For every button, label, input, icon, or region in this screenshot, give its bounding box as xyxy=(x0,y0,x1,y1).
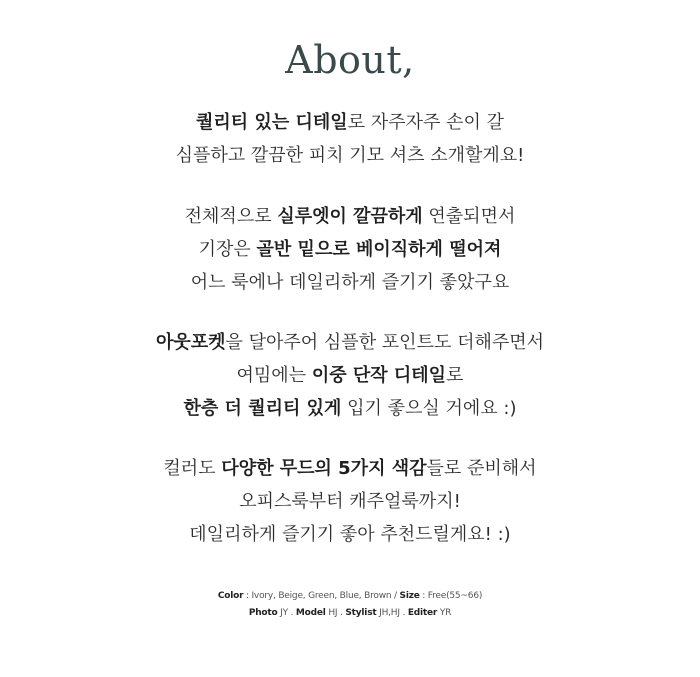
text: 로 자주자주 손이 갈 xyxy=(347,112,504,133)
text: 심플하고 깔끔한 피치 기모 셔츠 소개할게요! xyxy=(175,145,525,166)
text-line xyxy=(0,359,700,392)
text: 전체적으로 xyxy=(184,206,278,227)
paragraph-colors xyxy=(0,452,700,551)
text: 컬러도 xyxy=(163,458,222,479)
text: 오피스룩부터 캐주얼룩까지! xyxy=(239,491,461,512)
text-line xyxy=(0,326,700,359)
text: 어느 룩에나 데일리하게 즐기기 좋았구요 xyxy=(190,272,510,293)
meta-label: Color xyxy=(217,591,244,601)
meta-label: Model xyxy=(295,608,326,618)
bold-text: 이중 단작 디테일 xyxy=(311,365,447,386)
text: 로 xyxy=(446,365,464,386)
meta-credits xyxy=(0,608,700,618)
meta-color-size xyxy=(0,591,700,601)
meta-value: JY . xyxy=(277,608,296,618)
bold-text: 실루엣이 깔끔하게 xyxy=(277,206,423,227)
text: 기장은 xyxy=(198,239,257,260)
text-line xyxy=(0,200,700,233)
text-line xyxy=(0,233,700,266)
text: 을 달아주어 심플한 포인트도 더해주면서 xyxy=(225,332,545,353)
meta-value: : Ivory, Beige, Green, Blue, Brown / xyxy=(243,591,400,601)
text: 들로 준비해서 xyxy=(426,458,537,479)
meta-label: Size xyxy=(399,591,420,601)
text-line xyxy=(0,485,700,518)
text-line xyxy=(0,392,700,425)
paragraph-intro xyxy=(0,106,700,172)
text-line xyxy=(0,518,700,551)
text: 여밈에는 xyxy=(236,365,312,386)
meta-label: Stylist xyxy=(345,608,377,618)
meta-value: JH,HJ . xyxy=(376,608,408,618)
text: 입기 좋으실 거에요 :) xyxy=(341,398,517,419)
paragraph-silhouette xyxy=(0,200,700,299)
bold-text: 한층 더 퀄리티 있게 xyxy=(183,398,342,419)
meta-label: Editer xyxy=(407,608,438,618)
meta-label: Photo xyxy=(248,608,278,618)
bold-text: 골반 밑으로 베이직하게 떨어져 xyxy=(256,239,502,260)
page-title: About, xyxy=(285,38,415,82)
bold-text: 퀄리티 있는 디테일 xyxy=(196,112,348,133)
meta-value: YR xyxy=(437,608,452,618)
paragraph-details xyxy=(0,326,700,425)
text-line xyxy=(0,452,700,485)
text-line xyxy=(0,139,700,172)
meta-value: HJ . xyxy=(325,608,346,618)
meta-value: : Free(55~66) xyxy=(419,591,483,601)
text-line xyxy=(0,106,700,139)
text: 연출되면서 xyxy=(422,206,516,227)
text-line xyxy=(0,266,700,299)
bold-text: 다양한 무드의 5가지 색감 xyxy=(221,458,427,479)
text: 데일리하게 즐기기 좋아 추천드릴게요! :) xyxy=(189,524,511,545)
bold-text: 아웃포켓 xyxy=(155,332,226,353)
